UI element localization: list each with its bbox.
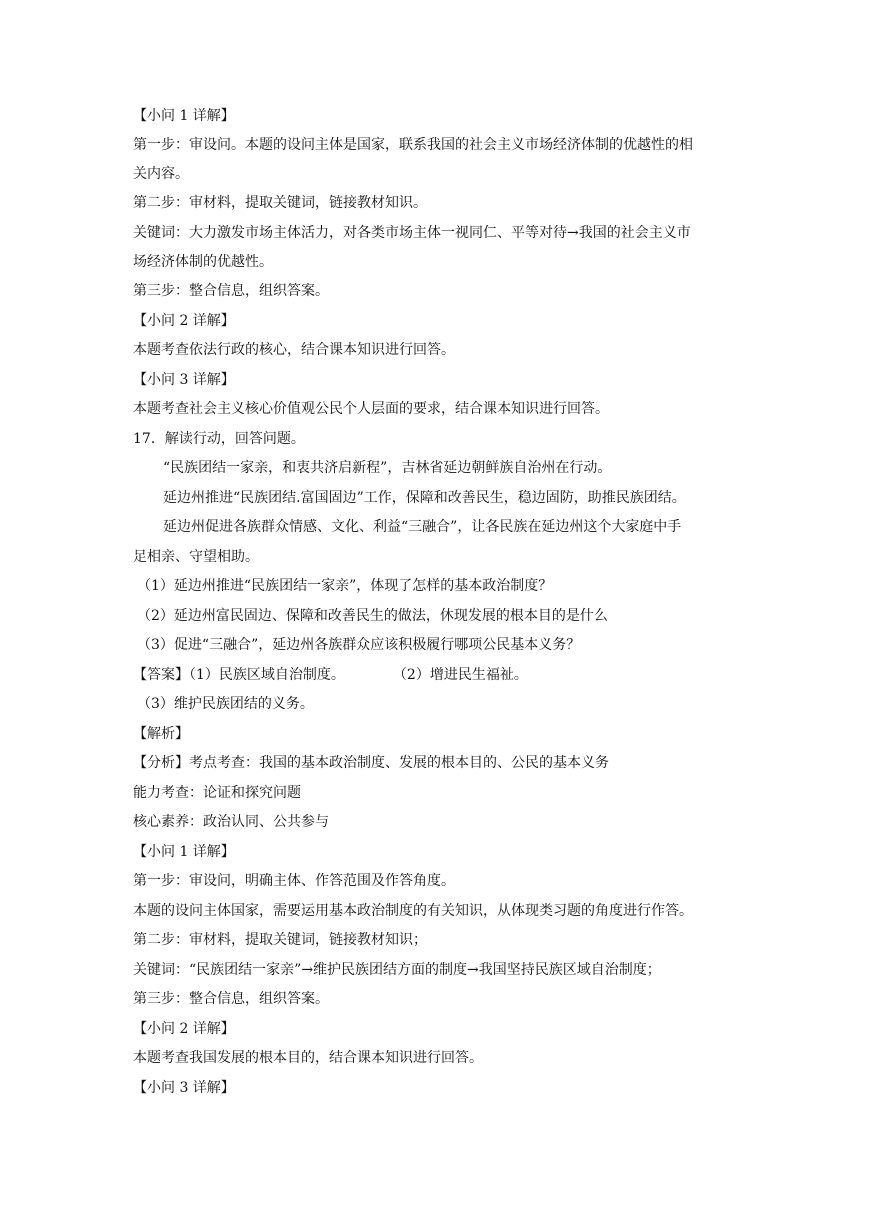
- paragraph-line: 【分析】考点考查：我国的基本政治制度、发展的根本目的、公民的基本义务: [133, 755, 609, 771]
- answer-part-1: 【答案】（1）民族区域自治制度。: [133, 667, 345, 683]
- subquestion-heading: 【小问 1 详解】: [133, 108, 235, 124]
- subquestion-item: （2）延边州富民固边、保障和改善民生的做法，休现发展的根本目的是什么: [137, 608, 608, 624]
- subquestion-heading: 【小问 2 详解】: [133, 1021, 235, 1037]
- paragraph-line: 第二步：审材料，提取关键词，链接教材知识。: [133, 195, 427, 211]
- paragraph-line: 本题的设问主体国家，需要运用基本政治制度的有关知识，从体现类习题的角度进行作答。: [133, 903, 693, 919]
- question-title: 17．解读行动，回答问题。: [133, 431, 305, 447]
- paragraph-line: 关键词：“民族团结一家亲”→维护民族团结方面的制度→我国坚持民族区域自治制度；: [133, 962, 661, 978]
- subquestion-heading: 【小问 3 详解】: [133, 372, 235, 388]
- subquestion-item: （1）延边州推进“民族团结一家亲”，体现了怎样的基本政治制度？: [137, 578, 553, 594]
- subquestion-item: （3）促进“三融合”，延边州各族群众应该积极履行哪项公民基本义务？: [137, 637, 581, 653]
- paragraph-line: 第二步：审材料，提取关键词，链接教材知识；: [133, 932, 427, 948]
- paragraph-line: 关内容。: [133, 166, 189, 182]
- paragraph-line: 第三步：整合信息，组织答案。: [133, 991, 329, 1007]
- paragraph-line: 场经济体制的优越性。: [133, 254, 273, 270]
- paragraph-line: 本题考查依法行政的核心，结合课本知识进行回答。: [133, 342, 455, 358]
- paragraph-line: 本题考查我国发展的根本目的，结合课本知识进行回答。: [133, 1050, 483, 1066]
- paragraph-line: 核心素养：政治认同、公共参与: [133, 814, 329, 830]
- material-paragraph: 足相亲、守望相助。: [133, 549, 259, 565]
- material-paragraph: 延边州推进“民族团结.富国固边”工作，保障和改善民生，稳边固防，助推民族团结。: [163, 490, 686, 506]
- material-paragraph: 延边州促进各族群众情感、文化、利益“三融合”，让各民族在延边州这个大家庭中手: [163, 519, 682, 535]
- answer-part-2: （2）增进民生福祉。: [392, 667, 528, 683]
- paragraph-line: 第一步：审设问，明确主体、作答范围及作答角度。: [133, 873, 455, 889]
- answer-line: [133, 663, 528, 687]
- subquestion-heading: 【小问 2 详解】: [133, 313, 235, 329]
- material-paragraph: “民族团结一家亲，和衷共济启新程”，吉林省延边朝鲜族自治州在行动。: [163, 460, 612, 476]
- paragraph-line: 第一步：审设问。本题的设问主体是国家，联系我国的社会主义市场经济体制的优越性的相: [133, 137, 693, 153]
- analysis-heading: 【解析】: [133, 726, 189, 742]
- paragraph-line: 能力考查：论证和探究问题: [133, 785, 301, 801]
- subquestion-heading: 【小问 1 详解】: [133, 844, 235, 860]
- subquestion-heading: 【小问 3 详解】: [133, 1080, 235, 1096]
- paragraph-line: 第三步：整合信息，组织答案。: [133, 283, 329, 299]
- paragraph-line: 本题考查社会主义核心价值观公民个人层面的要求，结合课本知识进行回答。: [133, 401, 609, 417]
- answer-part-3: （3）维护民族团结的义务。: [137, 696, 314, 712]
- paragraph-line: 关键词：大力激发市场主体活力，对各类市场主体一视同仁、平等对待→我国的社会主义市: [133, 225, 691, 241]
